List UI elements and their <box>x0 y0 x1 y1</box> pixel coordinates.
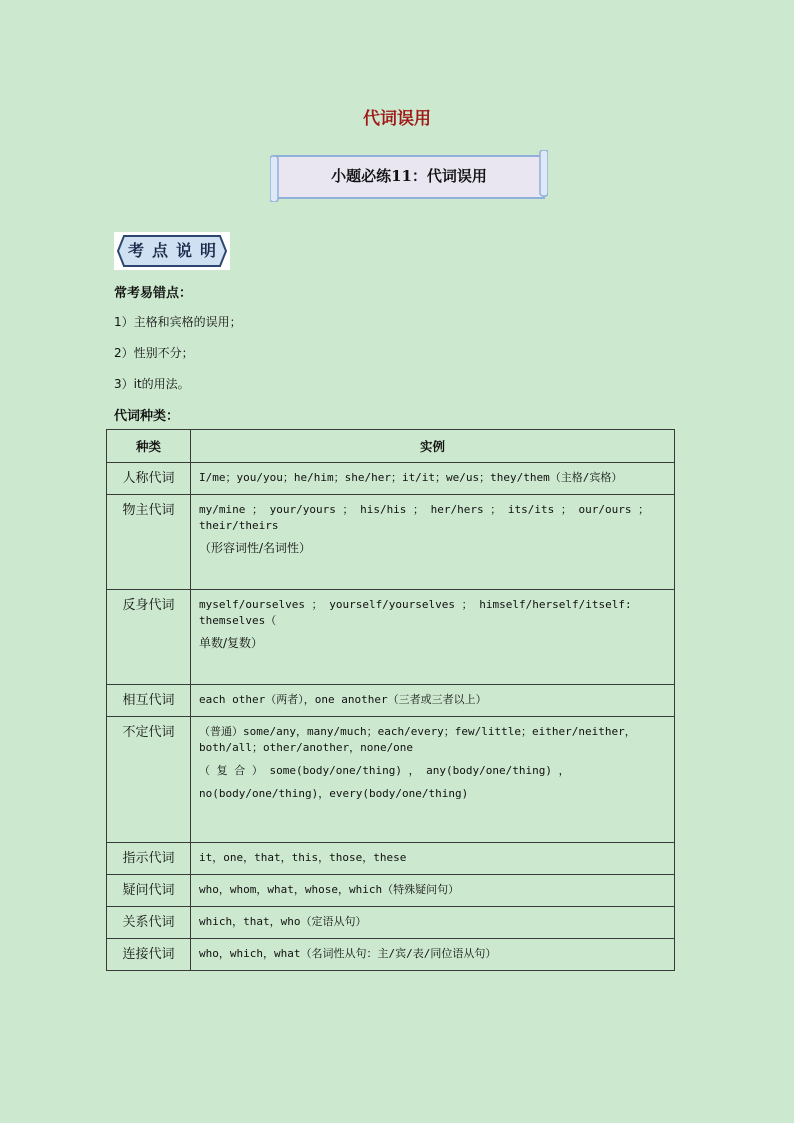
type-cell: 不定代词 <box>107 717 191 843</box>
header-examples: 实例 <box>191 430 675 463</box>
example-line: （普通）some/any，many/much；each/every；few/little；either/neither， <box>199 725 636 738</box>
examples-cell <box>191 685 675 717</box>
table-row <box>107 463 675 495</box>
table-row <box>107 907 675 939</box>
type-cell: 物主代词 <box>107 495 191 590</box>
examples-cell <box>191 717 675 843</box>
example-line: I/me；you/you；he/him；she/her；it/it；we/us；they/them（主格/宾格） <box>199 471 623 484</box>
example-line: 单数/复数） <box>199 636 264 650</box>
banner-title: 小题必练11：代词误用 <box>331 167 487 185</box>
example-line: myself/ourselves ； yourself/yourselves ； himself/herself/itself: <box>199 598 632 611</box>
example-line: my/mine ； your/yours ； his/his ； her/hers ； its/its ； our/ours ； <box>199 503 650 516</box>
error-item-2: 2）性别不分； <box>114 346 194 360</box>
type-cell: 反身代词 <box>107 590 191 685</box>
examples-cell <box>191 939 675 971</box>
badge-label: 考点说明 <box>127 241 224 260</box>
examples-cell <box>191 907 675 939</box>
example-line: who，which，what（名词性从句：主/宾/表/同位语从句） <box>199 947 497 960</box>
examples-cell <box>191 875 675 907</box>
examples-cell <box>191 495 675 590</box>
table-row <box>107 875 675 907</box>
type-cell: 连接代词 <box>107 939 191 971</box>
example-line: each other（两者），one another（三者或三者以上） <box>199 693 487 706</box>
example-line: it，one，that，this，those，these <box>199 851 407 864</box>
table-row <box>107 495 675 590</box>
type-cell: 关系代词 <box>107 907 191 939</box>
examples-cell <box>191 463 675 495</box>
example-line: no(body/one/thing)，every(body/one/thing) <box>199 787 469 800</box>
type-cell: 相互代词 <box>107 685 191 717</box>
error-item-3: 3）it的用法。 <box>114 377 190 391</box>
title-scroll-banner <box>270 150 548 202</box>
types-heading: 代词种类： <box>114 409 180 424</box>
example-line: who，whom，what，whose，which（特殊疑问句） <box>199 883 460 896</box>
example-line: which，that，who（定语从句） <box>199 915 367 928</box>
example-line: （形容词性/名词性） <box>199 541 312 555</box>
table-row <box>107 939 675 971</box>
table-row <box>107 590 675 685</box>
example-line: their/theirs <box>199 519 279 532</box>
type-cell: 疑问代词 <box>107 875 191 907</box>
example-line: both/all；other/another，none/one <box>199 741 414 754</box>
example-line: themselves（ <box>199 614 277 627</box>
table-row <box>107 843 675 875</box>
table-header-row <box>107 430 675 463</box>
example-line: （ 复 合 ） some(body/one/thing) ， any(body/one/thing) ， <box>199 764 570 777</box>
examples-cell <box>191 590 675 685</box>
error-item-1: 1）主格和宾格的误用； <box>114 315 242 329</box>
errors-heading: 常考易错点： <box>114 286 193 301</box>
examples-cell <box>191 843 675 875</box>
type-cell: 人称代词 <box>107 463 191 495</box>
header-type: 种类 <box>107 430 191 463</box>
pronoun-types-table <box>106 429 675 971</box>
table-row <box>107 685 675 717</box>
type-cell: 指示代词 <box>107 843 191 875</box>
table-row <box>107 717 675 843</box>
section-badge <box>114 232 230 270</box>
page-title: 代词误用 <box>363 109 431 129</box>
